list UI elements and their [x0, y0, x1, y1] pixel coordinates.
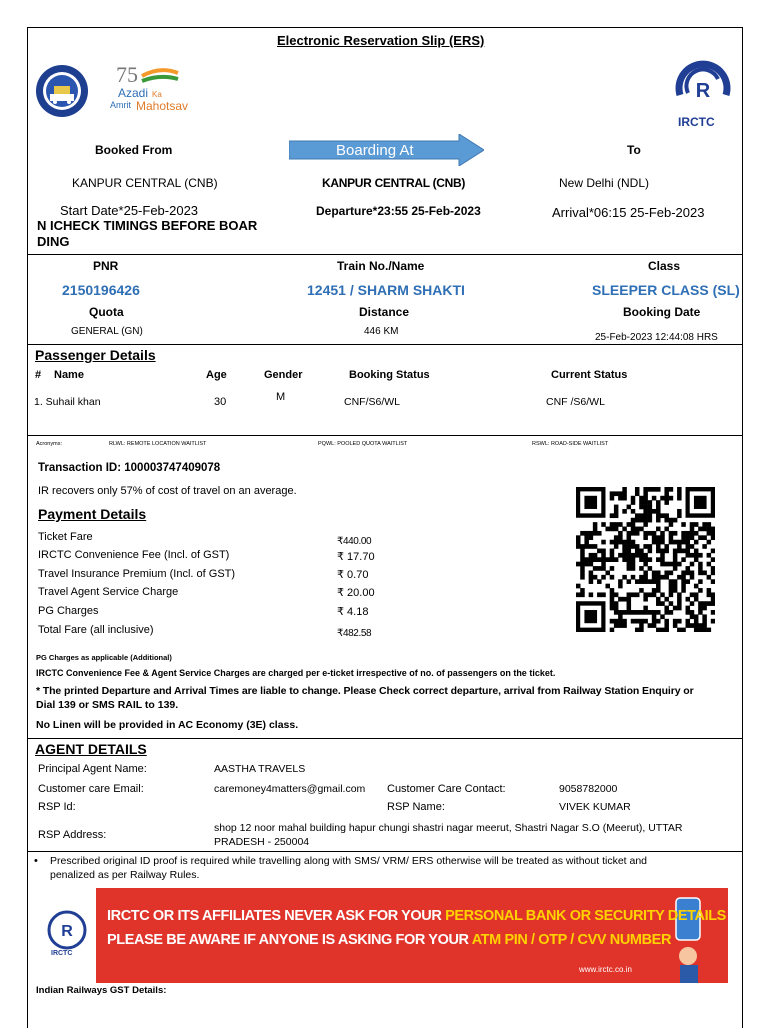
divider — [27, 738, 743, 739]
payment-label: IRCTC Convenience Fee (Incl. of GST) — [38, 549, 230, 561]
pg-note: PG Charges as applicable (Additional) — [36, 653, 172, 662]
class-value: SLEEPER CLASS (SL) — [592, 282, 740, 298]
class-label: Class — [648, 259, 681, 273]
banner-line-1: IRCTC OR ITS AFFILIATES NEVER ASK FOR YOUR PERSONAL BANK OR SECURITY DETAILS — [107, 908, 726, 924]
passenger-age: 30 — [214, 396, 227, 408]
col-header-current-status: Current Status — [551, 369, 628, 381]
gst-details-label: Indian Railways GST Details: — [36, 985, 167, 996]
azadi-ka-amrit-mahotsav-logo: 75 Azadi Ka Amrit Mahotsav — [110, 62, 189, 113]
to-station: New Delhi (NDL) — [559, 176, 650, 190]
col-header-name: Name — [54, 369, 84, 381]
col-header-gender: Gender — [264, 369, 303, 381]
booked-from-label: Booked From — [95, 143, 173, 157]
acronym-rlwl: RLWL: REMOTE LOCATION WAITLIST — [109, 441, 207, 447]
payment-label: Travel Insurance Premium (Incl. of GST) — [38, 568, 236, 580]
boarding-station: KANPUR CENTRAL (CNB) — [322, 176, 466, 190]
col-header-age: Age — [206, 369, 227, 381]
divider — [27, 435, 743, 436]
col-header-booking-status: Booking Status — [349, 369, 430, 381]
rsp-address-label: RSP Address: — [38, 829, 107, 841]
banner-url[interactable]: www.irctc.co.in — [579, 965, 632, 974]
from-station: KANPUR CENTRAL (CNB) — [72, 176, 218, 190]
bullet-icon: • — [34, 855, 38, 867]
passenger-current-status: CNF /S6/WL — [546, 396, 605, 408]
divider — [27, 254, 743, 255]
principal-agent-value: AASTHA TRAVELS — [214, 763, 306, 775]
banner-irctc-logo-text: IRCTC — [51, 950, 73, 957]
departure-time: Departure*23:55 25-Feb-2023 — [316, 204, 481, 218]
payment-label: PG Charges — [38, 605, 99, 617]
time-note: * The printed Departure and Arrival Times are liable to change. Please Check correct departure, arrival from Railway Station Enquiry or — [36, 685, 694, 697]
divider — [27, 344, 743, 345]
rsp-id-label: RSP Id: — [38, 801, 76, 813]
passenger-booking-status: CNF/S6/WL — [344, 396, 401, 408]
fee-note: IRCTC Convenience Fee & Agent Service Charges are charged per e-ticket irrespective of no. of passengers on the ticket. — [36, 668, 556, 678]
pnr-value: 2150196426 — [62, 282, 140, 298]
passenger-name: 1. Suhail khan — [34, 396, 101, 408]
recovery-note: IR recovers only 57% of cost of travel on an average. — [38, 485, 297, 497]
time-note-cont: Dial 139 or SMS RAIL to 139. — [36, 699, 179, 711]
principal-agent-label: Principal Agent Name: — [38, 763, 147, 775]
transaction-id: Transaction ID: 100003747409078 — [38, 462, 221, 474]
booking-date-label: Booking Date — [623, 305, 701, 319]
payment-label: Total Fare (all inclusive) — [38, 624, 154, 636]
customer-care-email-label: Customer care Email: — [38, 783, 144, 795]
booking-date-value: 25-Feb-2023 12:44:08 HRS — [595, 332, 718, 343]
boarding-at-arrow — [289, 134, 484, 166]
passenger-details-title: Passenger Details — [35, 347, 156, 363]
distance-value: 446 KM — [364, 326, 399, 337]
acronyms-label: Acronyms: — [36, 441, 62, 447]
agent-details-title: AGENT DETAILS — [35, 741, 147, 757]
train-value: 12451 / SHARM SHAKTI — [307, 282, 465, 298]
quota-value: GENERAL (GN) — [71, 326, 143, 337]
passenger-gender: M — [276, 391, 286, 403]
payment-details-title: Payment Details — [38, 506, 147, 522]
checkin-note-cont: DING — [37, 234, 70, 249]
customer-care-contact-value: 9058782000 — [559, 783, 618, 795]
payment-label: Ticket Fare — [38, 531, 93, 543]
id-proof-note: Prescribed original ID proof is required while travelling along with SMS/ VRM/ ERS otherwise will be treated as without ticket and — [50, 855, 648, 867]
rsp-address-value: shop 12 noor mahal building hapur chungi shastri nagar meerut, Shastri Nagar S.O (Meerut), UTTAR — [214, 822, 683, 834]
payment-value: ₹440.00 — [337, 536, 372, 547]
qr-code — [576, 487, 715, 632]
id-proof-note-cont: penalized as per Railway Rules. — [50, 869, 200, 881]
irctc-logo: R IRCTC — [670, 55, 736, 131]
acronym-rswl: RSWL: ROAD-SIDE WAITLIST — [532, 441, 609, 447]
quota-label: Quota — [89, 305, 124, 319]
col-header-number: # — [35, 369, 42, 381]
boarding-at-label: Boarding At — [336, 142, 414, 159]
divider — [27, 851, 743, 852]
distance-label: Distance — [359, 305, 410, 319]
payment-label: Travel Agent Service Charge — [38, 586, 179, 598]
customer-care-contact-label: Customer Care Contact: — [387, 783, 506, 795]
linen-note: No Linen will be provided in AC Economy (3E) class. — [36, 719, 299, 731]
security-warning-banner — [38, 888, 728, 983]
svg-text:R: R — [61, 923, 73, 940]
page-title: Electronic Reservation Slip (ERS) — [277, 33, 485, 48]
banner-line-2: PLEASE BE AWARE IF ANYONE IS ASKING FOR YOUR ATM PIN / OTP / CVV NUMBER — [107, 932, 672, 948]
payment-value: ₹ 17.70 — [337, 551, 375, 563]
payment-value: ₹482.58 — [337, 628, 372, 639]
svg-text:R: R — [695, 80, 711, 102]
checkin-note: N ICHECK TIMINGS BEFORE BOAR — [37, 218, 258, 233]
rsp-name-value: VIVEK KUMAR — [559, 801, 631, 813]
rsp-address-value-cont: PRADESH - 250004 — [214, 836, 310, 848]
payment-value: ₹ 20.00 — [337, 587, 375, 599]
rsp-name-label: RSP Name: — [387, 801, 445, 813]
start-date: Start Date*25-Feb-2023 — [60, 203, 199, 218]
arrival-time: Arrival*06:15 25-Feb-2023 — [552, 205, 705, 220]
train-label: Train No./Name — [337, 259, 425, 273]
indian-railways-logo — [34, 62, 90, 120]
payment-value: ₹ 0.70 — [337, 569, 369, 581]
pnr-label: PNR — [93, 259, 119, 273]
acronym-pqwl: PQWL: POOLED QUOTA WAITLIST — [318, 441, 408, 447]
customer-care-email-value: caremoney4matters@gmail.com — [214, 783, 366, 795]
to-label: To — [627, 143, 641, 157]
payment-value: ₹ 4.18 — [337, 606, 369, 618]
